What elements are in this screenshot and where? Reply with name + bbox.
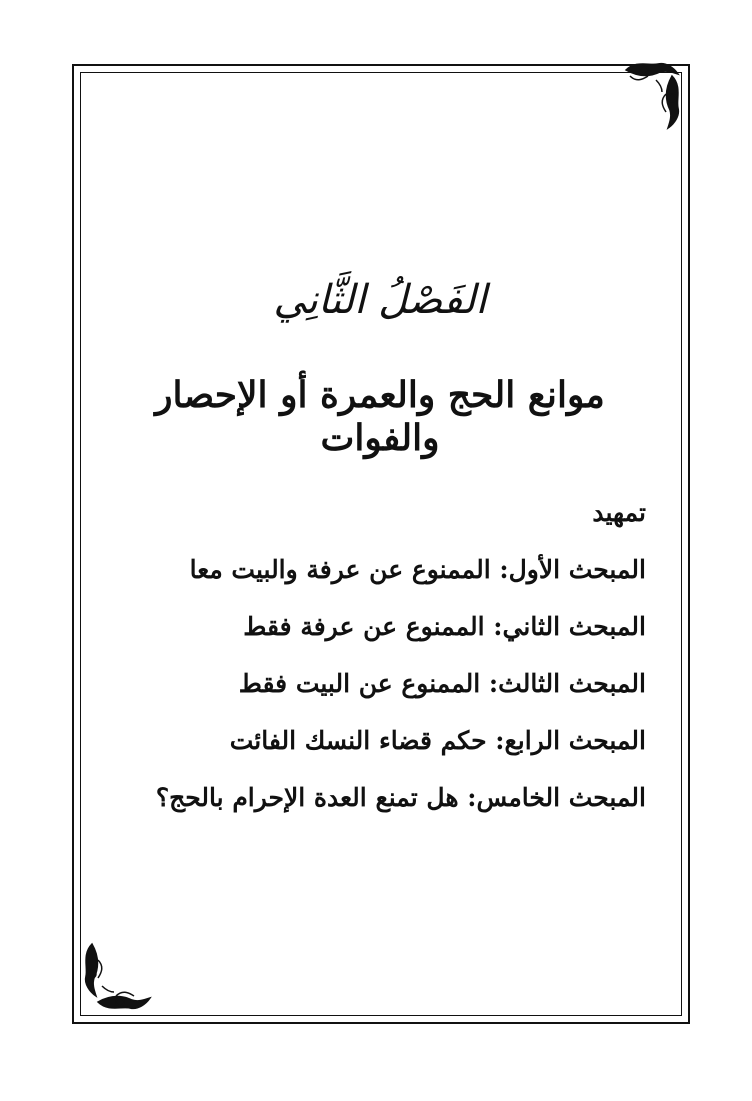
chapter-subtitle: موانع الحج والعمرة أو الإحصار والفوات <box>155 374 605 460</box>
toc-item-section-3: المبحث الثالث: الممنوع عن البيت فقط <box>238 669 646 698</box>
floral-corner-ornament-icon <box>606 56 686 136</box>
toc-item-section-1: المبحث الأول: الممنوع عن عرفة والبيت معا <box>189 555 646 584</box>
toc-item-section-5: المبحث الخامس: هل تمنع العدة الإحرام بالحج؟ <box>155 783 646 812</box>
floral-corner-ornament-icon <box>78 936 158 1016</box>
toc-item-section-2: المبحث الثاني: الممنوع عن عرفة فقط <box>243 612 646 641</box>
chapter-title: الفَصْلُ الثَّانِي <box>273 277 487 323</box>
toc-item-introduction: تمهيد <box>592 498 646 527</box>
toc-item-section-4: المبحث الرابع: حكم قضاء النسك الفائت <box>229 726 646 755</box>
table-of-contents <box>106 484 646 826</box>
